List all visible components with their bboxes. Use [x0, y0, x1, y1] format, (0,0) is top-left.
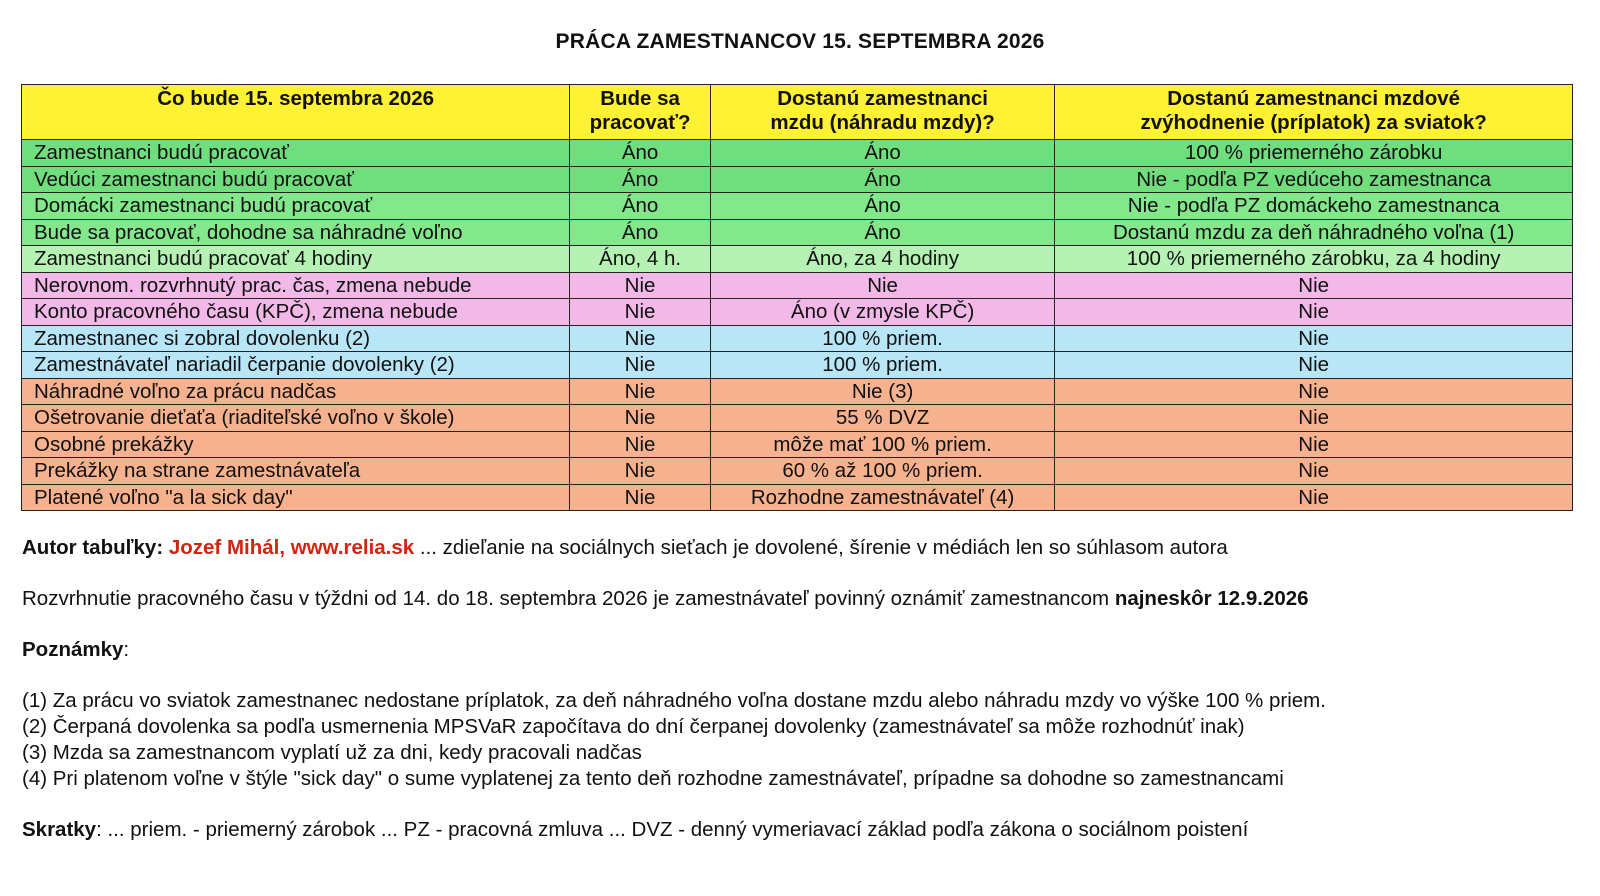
cell-will-work: Nie [570, 458, 711, 485]
abbreviations-label: Skratky [22, 818, 97, 841]
table-row [22, 458, 1573, 485]
table-row [22, 325, 1573, 352]
cell-holiday-bonus: 100 % priemerného zárobku [1055, 140, 1573, 167]
author-name-link[interactable]: Jozef Mihál, www.relia.sk [168, 536, 415, 559]
table-row [22, 431, 1573, 458]
cell-situation: Zamestnávateľ nariadil čerpanie dovolenky (2) [22, 352, 570, 379]
cell-situation: Bude sa pracovať, dohodne sa náhradné voľno [22, 219, 570, 246]
table-header-row [22, 85, 1573, 140]
cell-situation: Vedúci zamestnanci budú pracovať [22, 166, 570, 193]
note-2: (2) Čerpaná dovolenka sa podľa usmernenia MPSVaR započítava do dní čerpanej dovolenky (zamestnávateľ sa môže rozhodnúť inak) [22, 715, 1245, 738]
note-3: (3) Mzda sa zamestnancom vyplatí už za dni, kedy pracovali nadčas [22, 741, 642, 764]
notes-heading: Poznámky [22, 638, 124, 661]
cell-wage: 55 % DVZ [710, 405, 1054, 432]
abbreviations-text: : ... priem. - priemerný zárobok ... PZ - pracovná zmluva ... DVZ - denný vymeriavací základ podľa zákona o sociálnom poistení [96, 818, 1249, 841]
schedule-text: Rozvrhnutie pracovného času v týždni od 14. do 18. septembra 2026 je zamestnávateľ povinný oznámiť zamestnancom [22, 587, 1115, 610]
cell-wage: Áno (v zmysle KPČ) [710, 299, 1054, 326]
holiday-work-table [21, 84, 1573, 511]
cell-will-work: Áno [570, 166, 711, 193]
cell-wage: Áno [710, 140, 1054, 167]
header-holiday-bonus: Dostanú zamestnanci mzdové zvýhodnenie (príplatok) za sviatok? [1055, 85, 1573, 140]
cell-will-work: Nie [570, 405, 711, 432]
cell-wage: Áno, za 4 hodiny [710, 246, 1054, 273]
cell-holiday-bonus: Nie [1055, 484, 1573, 511]
cell-will-work: Nie [570, 352, 711, 379]
table-row [22, 166, 1573, 193]
cell-holiday-bonus: Nie - podľa PZ domáckeho zamestnanca [1055, 193, 1573, 220]
cell-situation: Zamestnanec si zobral dovolenku (2) [22, 325, 570, 352]
cell-holiday-bonus: Nie [1055, 325, 1573, 352]
cell-will-work: Nie [570, 378, 711, 405]
table-row [22, 299, 1573, 326]
cell-holiday-bonus: Nie [1055, 378, 1573, 405]
cell-situation: Zamestnanci budú pracovať [22, 140, 570, 167]
cell-situation: Zamestnanci budú pracovať 4 hodiny [22, 246, 570, 273]
cell-holiday-bonus: Nie [1055, 272, 1573, 299]
table-row [22, 193, 1573, 220]
cell-situation: Nerovnom. rozvrhnutý prac. čas, zmena nebude [22, 272, 570, 299]
table-row [22, 140, 1573, 167]
note-4: (4) Pri platenom voľne v štýle "sick day" o sume vyplatenej za tento deň rozhodne zamestnávateľ, prípadne sa dohodne so zamestnancami [22, 767, 1284, 790]
cell-will-work: Áno [570, 219, 711, 246]
note-1: (1) Za prácu vo sviatok zamestnanec nedostane príplatok, za deň náhradného voľna dostane mzdu alebo náhradu mzdy vo výške 100 % priem. [22, 689, 1326, 712]
header-wage: Dostanú zamestnanci mzdu (náhradu mzdy)? [710, 85, 1054, 140]
cell-will-work: Nie [570, 431, 711, 458]
header-situation: Čo bude 15. septembra 2026 [22, 85, 570, 140]
cell-will-work: Nie [570, 484, 711, 511]
page-title: PRÁCA ZAMESTNANCOV 15. SEPTEMBRA 2026 [555, 30, 1045, 53]
author-label: Autor tabuľky: [22, 536, 164, 559]
cell-wage: môže mať 100 % priem. [710, 431, 1054, 458]
cell-holiday-bonus: Nie [1055, 352, 1573, 379]
cell-situation: Ošetrovanie dieťaťa (riaditeľské voľno v škole) [22, 405, 570, 432]
cell-wage: 60 % až 100 % priem. [710, 458, 1054, 485]
cell-wage: 100 % priem. [710, 325, 1054, 352]
author-note: ... zdieľanie na sociálnych sieťach je dovolené, šírenie v médiách len so súhlasom autora [414, 536, 1228, 559]
cell-wage: Áno [710, 219, 1054, 246]
abbreviations-line [22, 817, 1248, 842]
cell-wage: Áno [710, 166, 1054, 193]
cell-situation: Konto pracovného času (KPČ), zmena nebude [22, 299, 570, 326]
author-line [22, 535, 1228, 560]
cell-holiday-bonus: Nie [1055, 458, 1573, 485]
table-row [22, 378, 1573, 405]
table-row [22, 246, 1573, 273]
cell-will-work: Nie [570, 272, 711, 299]
cell-holiday-bonus: Nie [1055, 431, 1573, 458]
cell-holiday-bonus: Nie [1055, 299, 1573, 326]
cell-holiday-bonus: Nie [1055, 405, 1573, 432]
schedule-line [22, 586, 1309, 611]
cell-wage: Áno [710, 193, 1054, 220]
cell-wage: Nie (3) [710, 378, 1054, 405]
table-row [22, 219, 1573, 246]
cell-situation: Osobné prekážky [22, 431, 570, 458]
cell-situation: Platené voľno "a la sick day" [22, 484, 570, 511]
header-will-work: Bude sa pracovať? [570, 85, 711, 140]
cell-wage: Rozhodne zamestnávateľ (4) [710, 484, 1054, 511]
cell-holiday-bonus: Nie - podľa PZ vedúceho zamestnanca [1055, 166, 1573, 193]
cell-will-work: Nie [570, 299, 711, 326]
cell-situation: Náhradné voľno za prácu nadčas [22, 378, 570, 405]
cell-holiday-bonus: Dostanú mzdu za deň náhradného voľna (1) [1055, 219, 1573, 246]
schedule-deadline: najneskôr 12.9.2026 [1114, 587, 1309, 610]
cell-holiday-bonus: 100 % priemerného zárobku, za 4 hodiny [1055, 246, 1573, 273]
cell-will-work: Áno [570, 140, 711, 167]
cell-will-work: Áno [570, 193, 711, 220]
cell-will-work: Áno, 4 h. [570, 246, 711, 273]
table-row [22, 484, 1573, 511]
cell-wage: 100 % priem. [710, 352, 1054, 379]
cell-situation: Prekážky na strane zamestnávateľa [22, 458, 570, 485]
cell-situation: Domácki zamestnanci budú pracovať [22, 193, 570, 220]
cell-wage: Nie [710, 272, 1054, 299]
notes-heading-line: Poznámky: [22, 638, 130, 661]
table-row [22, 405, 1573, 432]
cell-will-work: Nie [570, 325, 711, 352]
table-row [22, 352, 1573, 379]
table-row [22, 272, 1573, 299]
